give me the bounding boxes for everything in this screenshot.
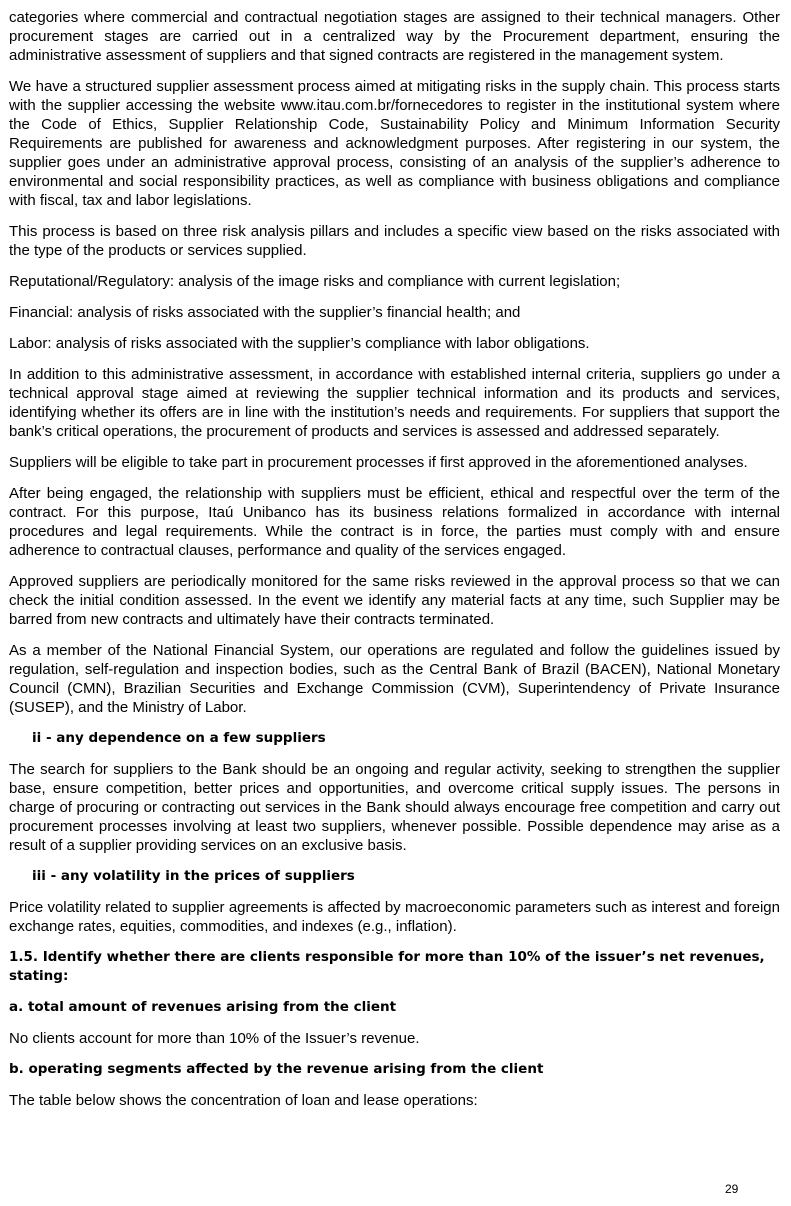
paragraph: Suppliers will be eligible to take part in procurement processes if first approved in the aforementioned analyses.	[9, 454, 748, 471]
paragraph: The table below shows the concentration of loan and lease operations:	[9, 1092, 478, 1109]
subheading-b: b. operating segments affected by the revenue arising from the client	[9, 1061, 544, 1077]
paragraph: No clients account for more than 10% of the Issuer’s revenue.	[9, 1030, 420, 1047]
paragraph: Approved suppliers are periodically monitored for the same risks reviewed in the approval process so that we can check the initial condition assessed. In the event we identify any material facts at any time, such Supplier may be barred from new contracts and ultimately have their contracts terminated.	[9, 573, 780, 628]
paragraph: As a member of the National Financial System, our operations are regulated and follow the guidelines issued by regulation, self-regulation and inspection bodies, such as the Central Bank of Brazil (BACEN), National Monetary Council (CMN), Brazilian Securities and Exchange Commission (CVM), Superintendency of Private Insurance (SUSEP), and the Ministry of Labor.	[9, 642, 780, 716]
paragraph: categories where commercial and contractual negotiation stages are assigned to their technical managers. Other procurement stages are carried out in a centralized way by the Procurement department, ensuring the administrative assessment of suppliers and that signed contracts are registered in the management system.	[9, 9, 780, 64]
section-heading-1-5: 1.5. Identify whether there are clients responsible for more than 10% of the issuer’s net revenues, stating:	[9, 949, 765, 984]
subheading-a: a. total amount of revenues arising from the client	[9, 999, 397, 1015]
section-heading-ii: ii - any dependence on a few suppliers	[32, 730, 326, 746]
paragraph: This process is based on three risk analysis pillars and includes a specific view based on the risks associated with the type of the products or services supplied.	[9, 223, 780, 259]
page-number: 29	[725, 1182, 739, 1196]
paragraph: Financial: analysis of risks associated with the supplier’s financial health; and	[9, 304, 521, 321]
paragraph: Price volatility related to supplier agreements is affected by macroeconomic parameters such as interest and foreign exchange rates, equities, commodities, and indexes (e.g., inflation).	[9, 899, 780, 935]
paragraph: We have a structured supplier assessment process aimed at mitigating risks in the supply chain. This process starts with the supplier accessing the website www.itau.com.br/fornecedores to register in the institutional system where the Code of Ethics, Supplier Relationship Code, Sustainability Policy and Minimum Information Security Requirements are published for awareness and acknowledgment purposes. After registering in our system, the supplier goes under an administrative approval process, consisting of an analysis of the supplier’s adherence to environmental and social responsibility practices, as well as compliance with business obligations and compliance with fiscal, tax and labor legislations.	[9, 78, 780, 209]
section-heading-iii: iii - any volatility in the prices of suppliers	[32, 868, 355, 884]
paragraph: The search for suppliers to the Bank should be an ongoing and regular activity, seeking to strengthen the supplier base, ensure competition, better prices and opportunities, and overcome critical supply issues. The persons in charge of procuring or contracting out services in the Bank should always encourage free competition and carry out procurement processes involving at least two suppliers, whenever possible. Possible dependence may arise as a result of a supplier providing services on an exclusive basis.	[9, 761, 780, 854]
document-page	[9, 8, 780, 1122]
paragraph: In addition to this administrative assessment, in accordance with established internal criteria, suppliers go under a technical approval stage aimed at reviewing the supplier technical information and its products and services, identifying whether its offers are in line with the institution’s needs and requirements. For suppliers that support the bank’s critical operations, the procurement of products and services is assessed and addressed separately.	[9, 366, 780, 440]
paragraph: Labor: analysis of risks associated with the supplier’s compliance with labor obligations.	[9, 335, 590, 352]
paragraph: After being engaged, the relationship with suppliers must be efficient, ethical and respectful over the term of the contract. For this purpose, Itaú Unibanco has its business relations formalized in accordance with internal procedures and legal requirements. While the contract is in force, the parties must comply with and ensure adherence to contractual clauses, performance and quality of the services engaged.	[9, 485, 780, 559]
paragraph: Reputational/Regulatory: analysis of the image risks and compliance with current legislation;	[9, 273, 621, 290]
